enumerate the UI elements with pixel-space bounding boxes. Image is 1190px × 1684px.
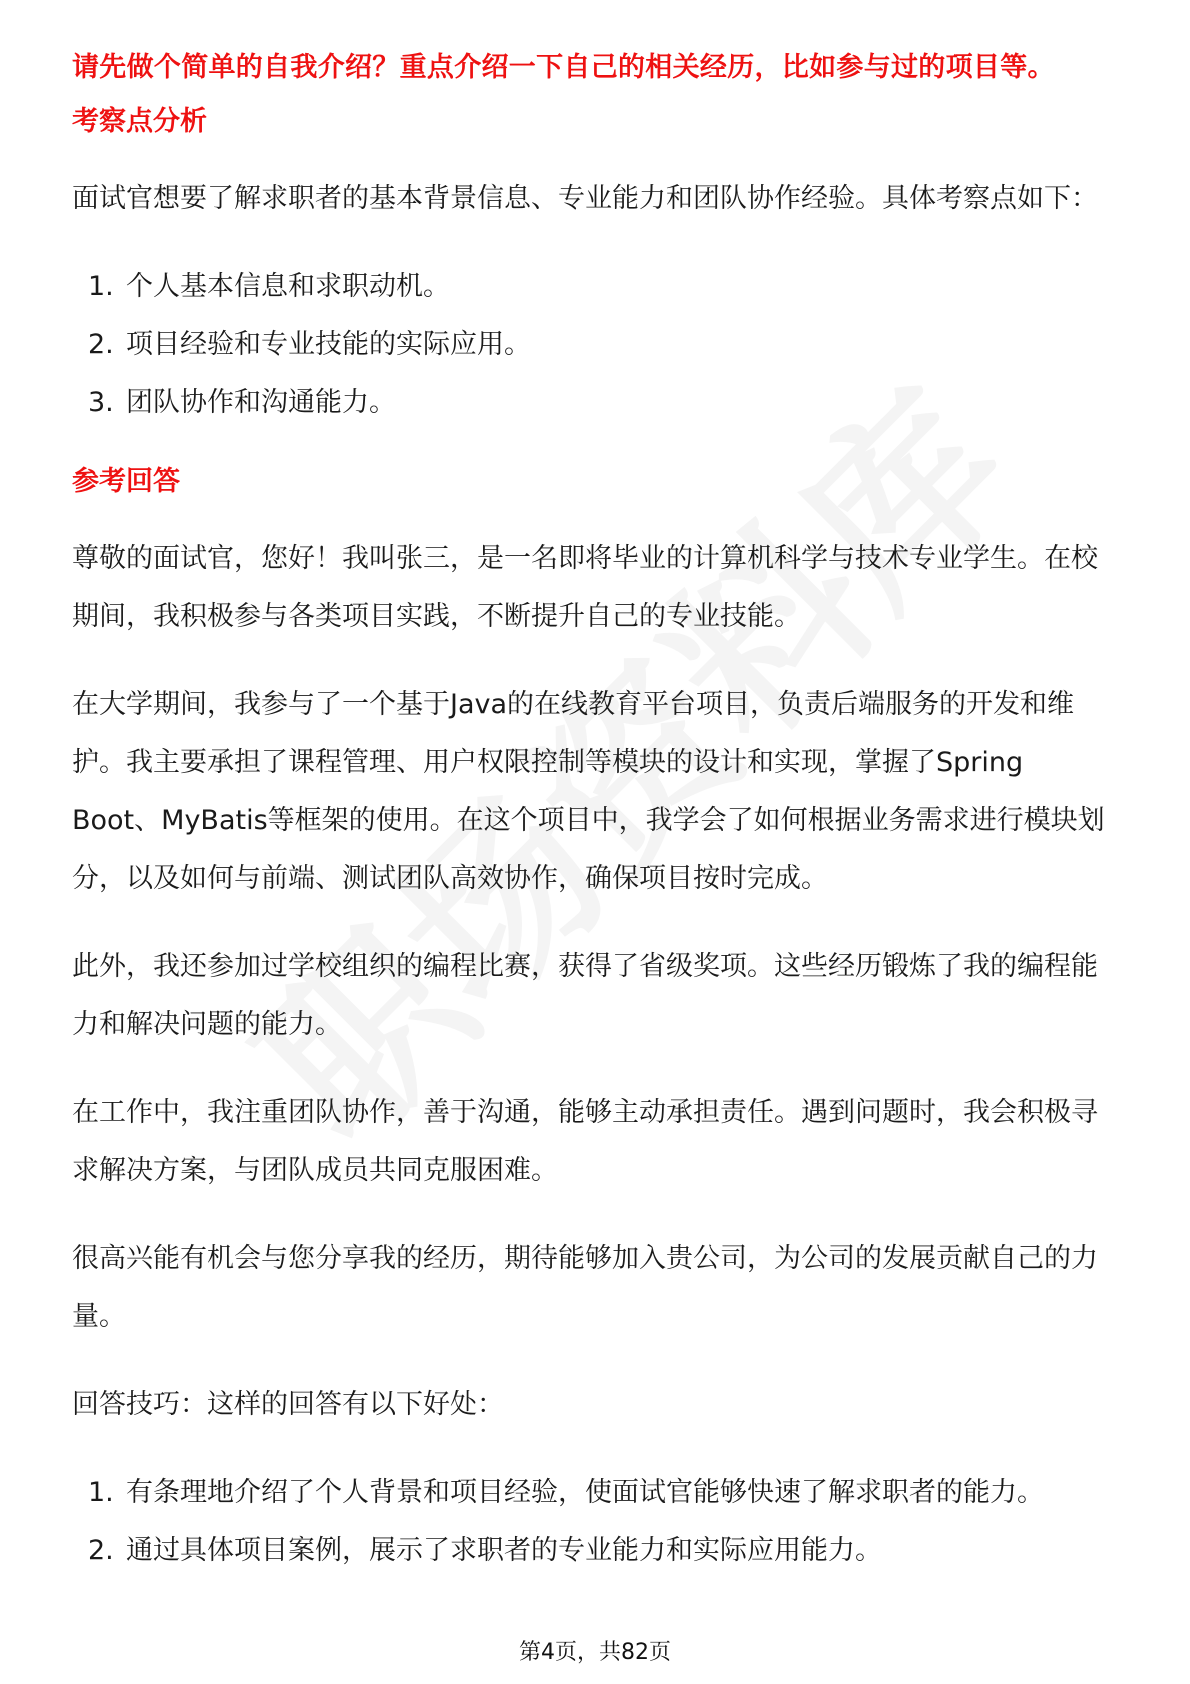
list-item (72, 258, 1120, 316)
tips-list (72, 1464, 1120, 1580)
answer-paragraph: 此外，我还参加过学校组织的编程比赛，获得了省级奖项。这些经历锻炼了我的编程能力和解决问题的能力。 (72, 951, 1098, 1040)
list-text: 个人基本信息和求职动机。 (126, 271, 450, 302)
list-item (72, 316, 1120, 374)
list-number: 1. (88, 1477, 114, 1508)
analysis-list (72, 258, 1120, 432)
list-item (72, 374, 1120, 432)
answer-heading: 参考回答 (72, 466, 180, 497)
analysis-intro: 面试官想要了解求职者的基本背景信息、专业能力和团队协作经验。具体考察点如下： (72, 183, 1098, 214)
answer-paragraph: 很高兴能有机会与您分享我的经历，期待能够加入贵公司，为公司的发展贡献自己的力量。 (72, 1243, 1098, 1332)
document-page (72, 48, 1120, 1610)
list-item (72, 1464, 1120, 1522)
analysis-heading: 考察点分析 (72, 106, 207, 137)
list-text: 项目经验和专业技能的实际应用。 (126, 329, 531, 360)
answer-paragraph: 在大学期间，我参与了一个基于Java的在线教育平台项目，负责后端服务的开发和维护。我主要承担了课程管理、用户权限控制等模块的设计和实现，掌握了Spring Boot、MyBatis等框架的使用。在这个项目中，我学会了如何根据业务需求进行模块划分，以及如何与前端、测试团队高效协作，确保项目按时完成。 (72, 689, 1105, 894)
page-footer: 第4页，共82页 (519, 1640, 671, 1665)
tips-intro: 回答技巧：这样的回答有以下好处： (72, 1389, 504, 1420)
list-text: 通过具体项目案例，展示了求职者的专业能力和实际应用能力。 (126, 1535, 882, 1566)
list-text: 团队协作和沟通能力。 (126, 387, 396, 418)
list-number: 2. (88, 1535, 114, 1566)
list-number: 3. (88, 387, 114, 418)
list-number: 1. (88, 271, 114, 302)
question-heading: 请先做个简单的自我介绍？重点介绍一下自己的相关经历，比如参与过的项目等。 (72, 52, 1055, 83)
answer-paragraph: 尊敬的面试官，您好！我叫张三，是一名即将毕业的计算机科学与技术专业学生。在校期间，我积极参与各类项目实践，不断提升自己的专业技能。 (72, 543, 1098, 632)
answer-paragraph: 在工作中，我注重团队协作，善于沟通，能够主动承担责任。遇到问题时，我会积极寻求解决方案，与团队成员共同克服困难。 (72, 1097, 1098, 1186)
list-number: 2. (88, 329, 114, 360)
list-item (72, 1522, 1120, 1580)
list-text: 有条理地介绍了个人背景和项目经验，使面试官能够快速了解求职者的能力。 (126, 1477, 1044, 1508)
